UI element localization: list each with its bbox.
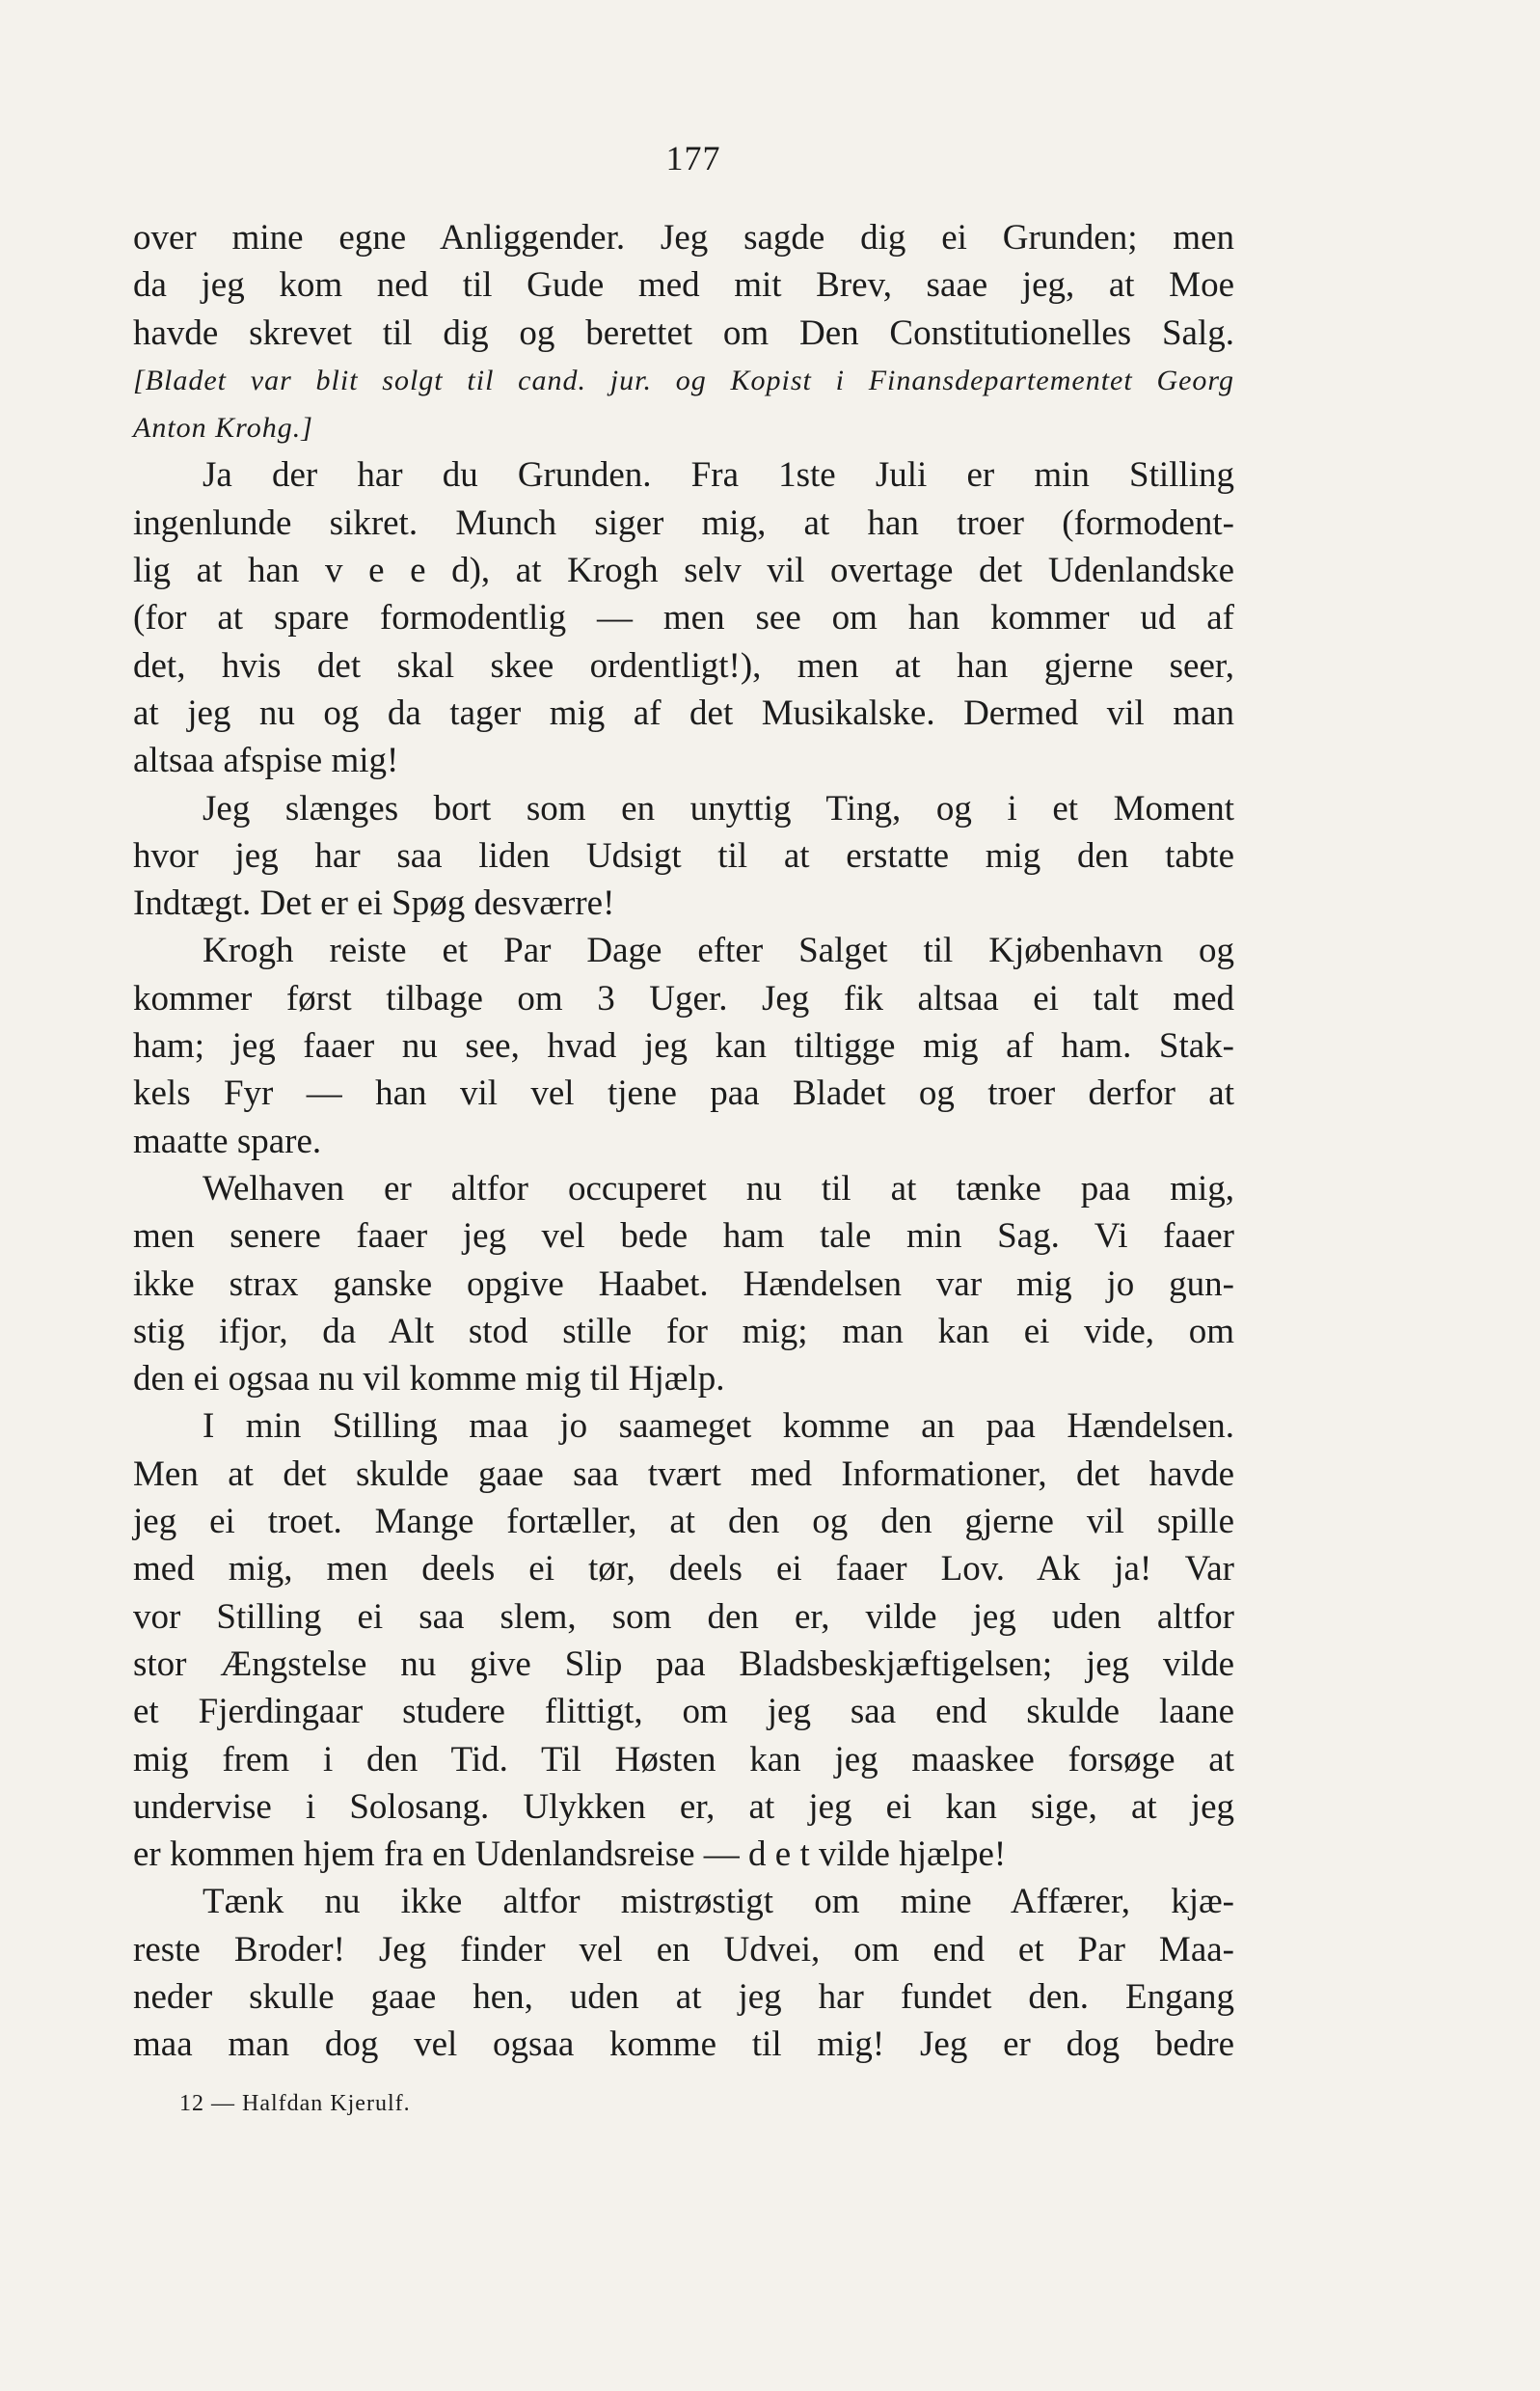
- text-line: Welhaven er altfor occuperet nu til at tænke paa mig,: [203, 1168, 1234, 1209]
- text-line: stor Ængstelse nu give Slip paa Bladsbeskjæftigelsen; jeg vilde: [133, 1644, 1234, 1684]
- text-line: ikke strax ganske opgive Haabet. Hændelsen var mig jo gun-: [133, 1263, 1234, 1304]
- text-line: Jeg slænges bort som en unyttig Ting, og i et Moment: [203, 788, 1234, 829]
- text-line: maa man dog vel ogsaa komme til mig! Jeg er dog bedre: [133, 2024, 1234, 2065]
- text-line: maatte spare.: [133, 1121, 322, 1161]
- text-line: stig ifjor, da Alt stod stille for mig; man kan ei vide, om: [133, 1311, 1234, 1351]
- text-line: et Fjerdingaar studere flittigt, om jeg saa end skulde laane: [133, 1692, 1234, 1732]
- text-line: kels Fyr — han vil vel tjene paa Bladet og troer derfor at: [133, 1073, 1234, 1114]
- text-line: Tænk nu ikke altfor mistrøstigt om mine Affærer, kjæ-: [203, 1882, 1234, 1922]
- text-line: reste Broder! Jeg finder vel en Udvei, om end et Par Maa-: [133, 1929, 1234, 1970]
- text-line: at jeg nu og da tager mig af det Musikalske. Dermed vil man: [133, 693, 1234, 733]
- text-line: Indtægt. Det er ei Spøg desværre!: [133, 883, 615, 924]
- editorial-note-line: [Bladet var blit solgt til cand. jur. og Kopist i Finansdepartementet Georg: [133, 364, 1234, 396]
- text-line: ham; jeg faaer nu see, hvad jeg kan tiltigge mig af ham. Stak-: [133, 1026, 1234, 1067]
- text-line: med mig, men deels ei tør, deels ei faaer Lov. Ak ja! Var: [133, 1549, 1234, 1589]
- text-line: altsaa afspise mig!: [133, 741, 399, 781]
- text-line: vor Stilling ei saa slem, som den er, vilde jeg uden altfor: [133, 1596, 1234, 1637]
- text-line: mig frem i den Tid. Til Høsten kan jeg maaskee forsøge at: [133, 1739, 1234, 1780]
- body-text: [133, 214, 1234, 2069]
- text-line: da jeg kom ned til Gude med mit Brev, saae jeg, at Moe: [133, 265, 1234, 306]
- text-line: kommer først tilbage om 3 Uger. Jeg fik altsaa ei talt med: [133, 978, 1234, 1019]
- page-number: 177: [665, 139, 721, 177]
- text-line: Krogh reiste et Par Dage efter Salget til Kjøbenhavn og: [203, 931, 1234, 971]
- text-line: neder skulle gaae hen, uden at jeg har fundet den. Engang: [133, 1976, 1234, 2017]
- editorial-note-line: Anton Krohg.]: [133, 412, 313, 445]
- footer-signature: 12 — Halfdan Kjerulf.: [179, 2091, 411, 2116]
- text-line: over mine egne Anliggender. Jeg sagde dig ei Grunden; men: [133, 218, 1234, 258]
- text-line: (for at spare formodentlig — men see om han kommer ud af: [133, 598, 1234, 639]
- text-line: den ei ogsaa nu vil komme mig til Hjælp.: [133, 1359, 725, 1399]
- text-line: Ja der har du Grunden. Fra 1ste Juli er min Stilling: [203, 455, 1234, 496]
- text-line: er kommen hjem fra en Udenlandsreise — d e t vilde hjælpe!: [133, 1834, 1007, 1875]
- text-line: hvor jeg har saa liden Udsigt til at erstatte mig den tabte: [133, 835, 1234, 876]
- text-line: I min Stilling maa jo saameget komme an paa Hændelsen.: [203, 1406, 1234, 1447]
- text-line: det, hvis det skal skee ordentligt!), men at han gjerne seer,: [133, 645, 1234, 686]
- text-line: undervise i Solosang. Ulykken er, at jeg ei kan sige, at jeg: [133, 1786, 1234, 1827]
- text-line: Men at det skulde gaae saa tvært med Informationer, det havde: [133, 1454, 1234, 1494]
- text-line: lig at han v e e d), at Krogh selv vil overtage det Udenlandske: [133, 551, 1234, 591]
- text-line: ingenlunde sikret. Munch siger mig, at han troer (formodent-: [133, 503, 1234, 543]
- text-line: men senere faaer jeg vel bede ham tale min Sag. Vi faaer: [133, 1216, 1234, 1257]
- text-line: havde skrevet til dig og berettet om Den Constitutionelles Salg.: [133, 312, 1234, 353]
- text-line: jeg ei troet. Mange fortæller, at den og den gjerne vil spille: [133, 1502, 1234, 1542]
